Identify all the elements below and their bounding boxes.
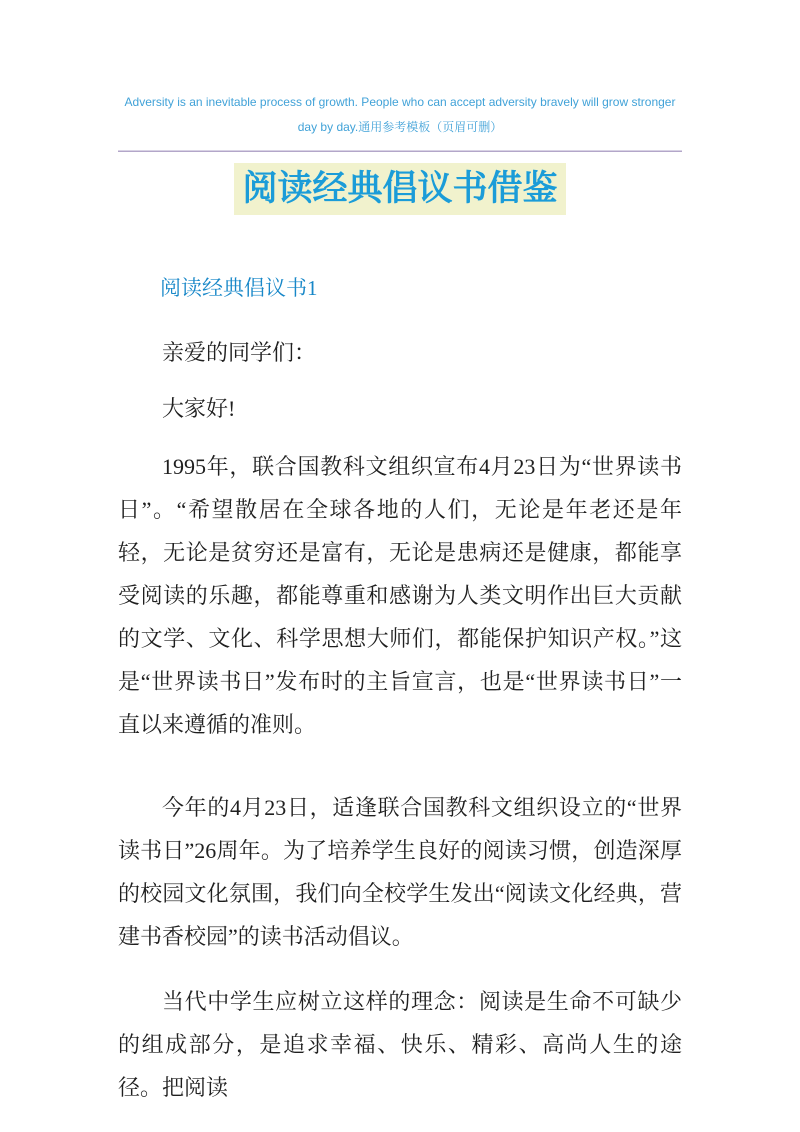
paragraph-greeting: 亲爱的同学们： <box>162 340 317 365</box>
page-title-text: 阅读经典倡议书借鉴 <box>234 163 565 215</box>
page-title <box>118 163 682 215</box>
document-body <box>118 275 682 1109</box>
paragraph: 1995年，联合国教科文组织宣布4月23日为“世界读书日”。“希望散居在全球各地的人们，无论是年老还是年轻，无论是贫穷还是富有，无论是患病还是健康，都能享受阅读的乐趣，都能尊重和感谢为人类文明作出巨大贡献的文学、文化、科学思想大师们，都能保护知识产权。”这是“世界读书日”发布时的主旨宣言，也是“世界读书日”一直以来遵循的准则。 <box>118 454 682 737</box>
page-header <box>118 0 682 152</box>
paragraph-greeting: 大家好! <box>162 396 236 421</box>
paragraph: 今年的4月23日，适逢联合国教科文组织设立的“世界读书日”26周年。为了培养学生良好的阅读习惯，创造深厚的校园文化氛围，我们向全校学生发出“阅读文化经典，营建书香校园”的读书活动倡议。 <box>118 795 682 949</box>
header-template-note: Adversity is an inevitable process of growth. People who can accept adversity bravely will grow stronger day by day.通用参考模板（页眉可删） <box>124 95 676 134</box>
section-subtitle: 阅读经典倡议书1 <box>160 276 318 300</box>
paragraph: 当代中学生应树立这样的理念：阅读是生命不可缺少的组成部分，是追求幸福、快乐、精彩、高尚人生的途径。把阅读 <box>118 989 682 1100</box>
header-rule <box>118 150 682 152</box>
